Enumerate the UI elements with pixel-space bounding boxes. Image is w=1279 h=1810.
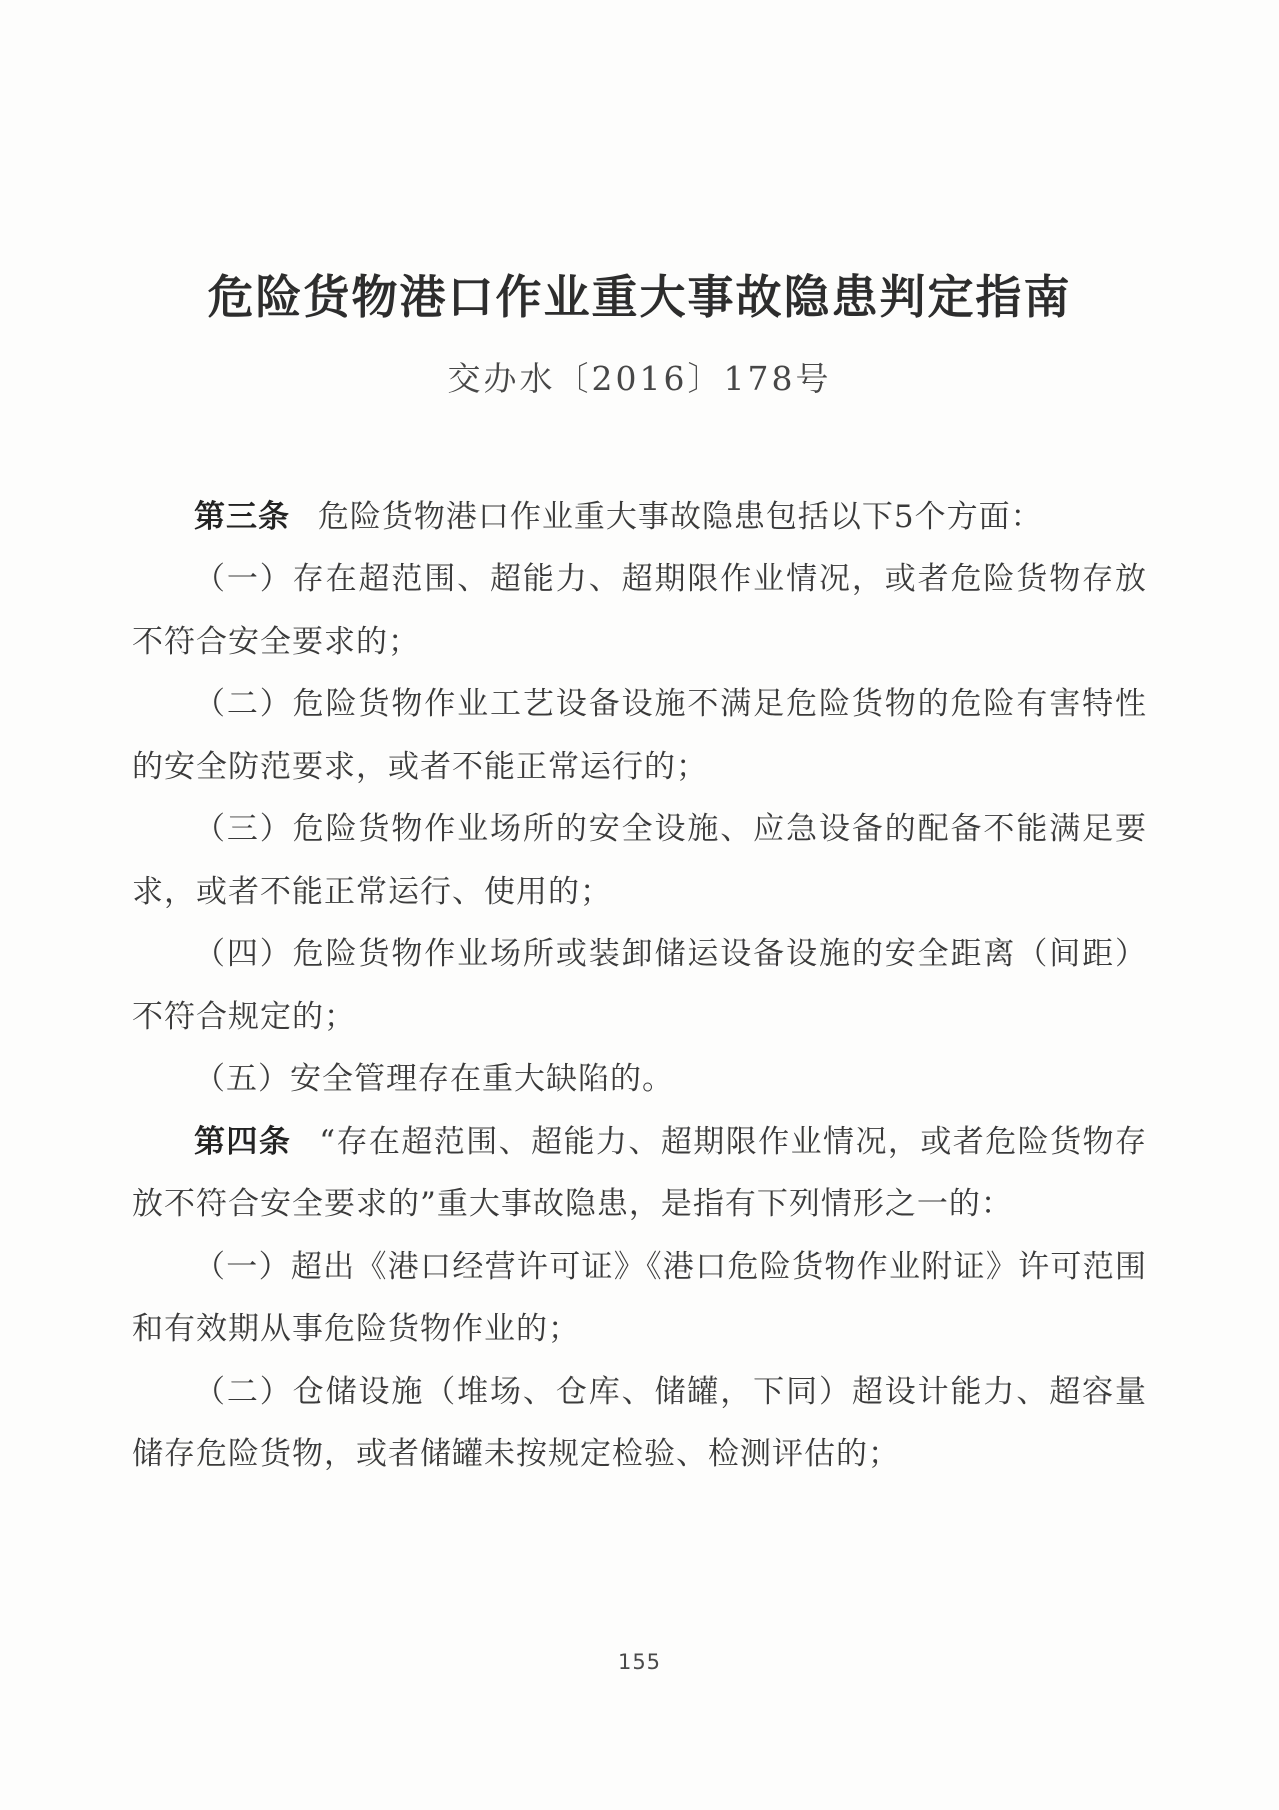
paragraph-article-3 (132, 486, 1147, 549)
document-number: 交办水〔2016〕178号 (447, 358, 832, 398)
paragraph-item-5 (132, 1048, 1147, 1111)
paragraph-item-3 (132, 798, 1147, 923)
paragraph-text: （三）危险货物作业场所的安全设施、应急设备的配备不能满足要求，或者不能正常运行、使用的； (132, 811, 1147, 910)
paragraph-text: （一）存在超范围、超能力、超期限作业情况，或者危险货物存放不符合安全要求的； (132, 561, 1147, 660)
paragraph-item-1 (132, 548, 1147, 673)
paragraph-text: （二）仓储设施（堆场、仓库、储罐，下同）超设计能力、超容量储存危险货物，或者储罐未按规定检验、检测评估的； (132, 1373, 1147, 1473)
paragraph-item-4 (132, 923, 1147, 1048)
paragraph-item-6 (132, 1236, 1147, 1361)
paragraph-article-4 (132, 1111, 1147, 1236)
paragraph-text: （四）危险货物作业场所或装卸储运设备设施的安全距离（间距）不符合规定的； (132, 936, 1147, 1035)
document-body (132, 486, 1147, 1486)
paragraph-text: （二）危险货物作业工艺设备设施不满足危险货物的危险有害特性的安全防范要求，或者不能正常运行的； (132, 686, 1147, 785)
paragraph-text: “存在超范围、超能力、超期限作业情况，或者危险货物存放不符合安全要求的”重大事故隐患，是指有下列情形之一的： (132, 1123, 1147, 1223)
article-label: 第三条 (194, 498, 290, 535)
page-number: 155 (617, 1650, 662, 1674)
paragraph-item-2 (132, 673, 1147, 798)
paragraph-text: （一）超出《港口经营许可证》《港口危险货物作业附证》许可范围和有效期从事危险货物作业的； (132, 1248, 1147, 1348)
paragraph-text: 危险货物港口作业重大事故隐患包括以下5个方面： (317, 498, 1043, 535)
document-title: 危险货物港口作业重大事故隐患判定指南 (207, 270, 1072, 324)
paragraph-item-7 (132, 1361, 1147, 1486)
paragraph-text: （五）安全管理存在重大缺陷的。 (194, 1061, 674, 1098)
article-label: 第四条 (194, 1123, 292, 1160)
